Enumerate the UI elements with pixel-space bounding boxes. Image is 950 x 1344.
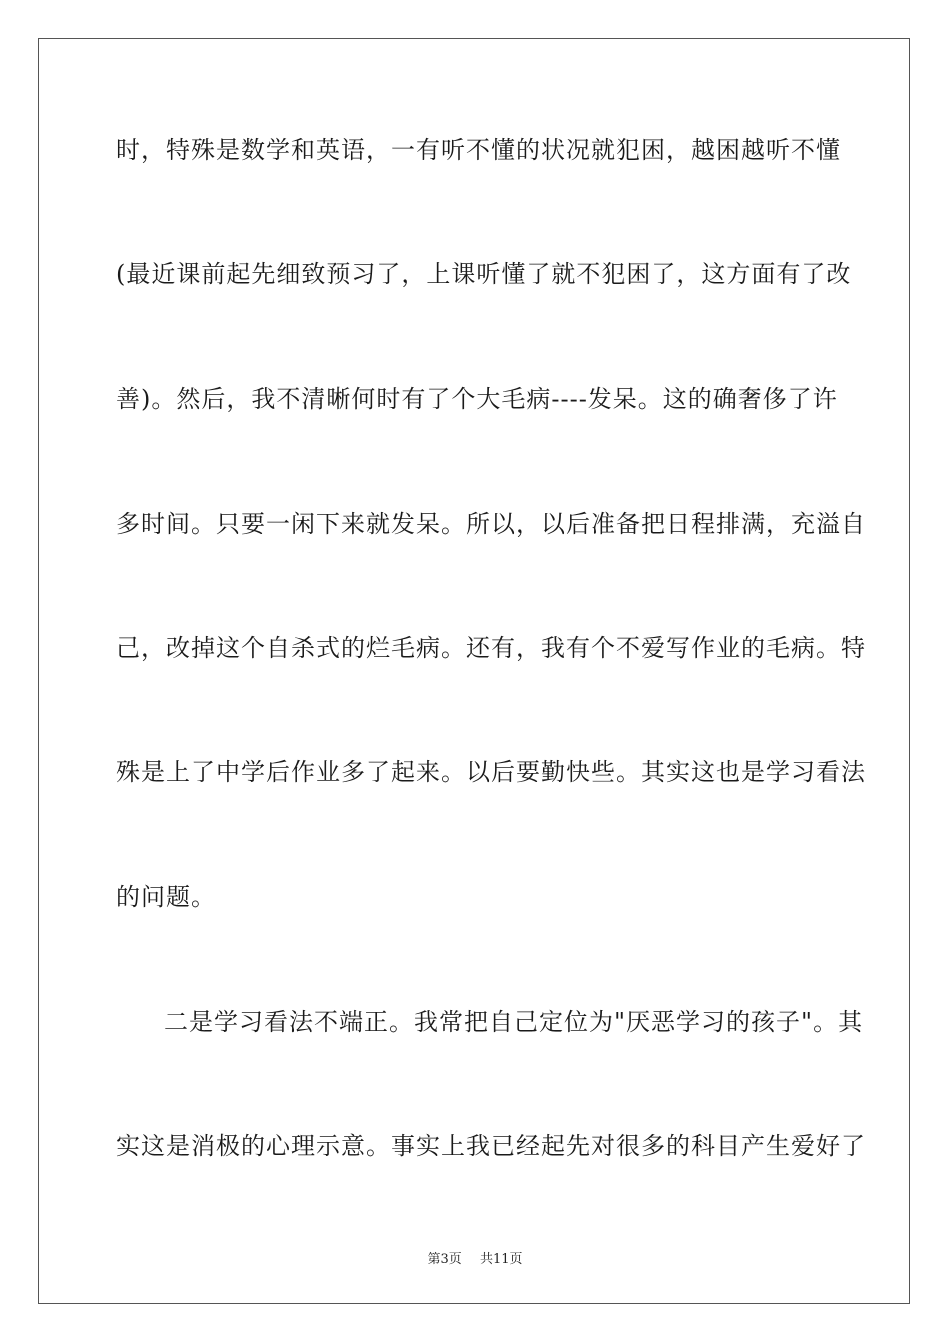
body-line-5: 己，改掉这个自杀式的烂毛病。还有，我有个不爱写作业的毛病。特 [116,634,866,662]
page-footer [0,1248,950,1267]
page-number: 第3页 [427,1252,462,1267]
paragraph-2-line-1: 二是学习看法不端正。我常把自己定位为"厌恶学习的孩子"。其 [164,1008,864,1036]
body-line-2: (最近课前起先细致预习了，上课听懂了就不犯困了，这方面有了改 [116,260,852,288]
page-border [38,38,910,1304]
body-line-1: 时，特殊是数学和英语，一有听不懂的状况就犯困，越困越听不懂 [116,136,841,164]
body-line-3: 善)。然后，我不清晰何时有了个大毛病----发呆。这的确奢侈了许 [116,385,838,413]
page-total: 共11页 [479,1252,523,1267]
body-line-4: 多时间。只要一闲下来就发呆。所以，以后准备把日程排满，充溢自 [116,510,866,538]
body-line-6: 殊是上了中学后作业多了起来。以后要勤快些。其实这也是学习看法 [116,758,866,786]
body-line-7: 的问题。 [116,883,216,911]
paragraph-2-line-2: 实这是消极的心理示意。事实上我已经起先对很多的科目产生爱好了 [116,1132,866,1160]
